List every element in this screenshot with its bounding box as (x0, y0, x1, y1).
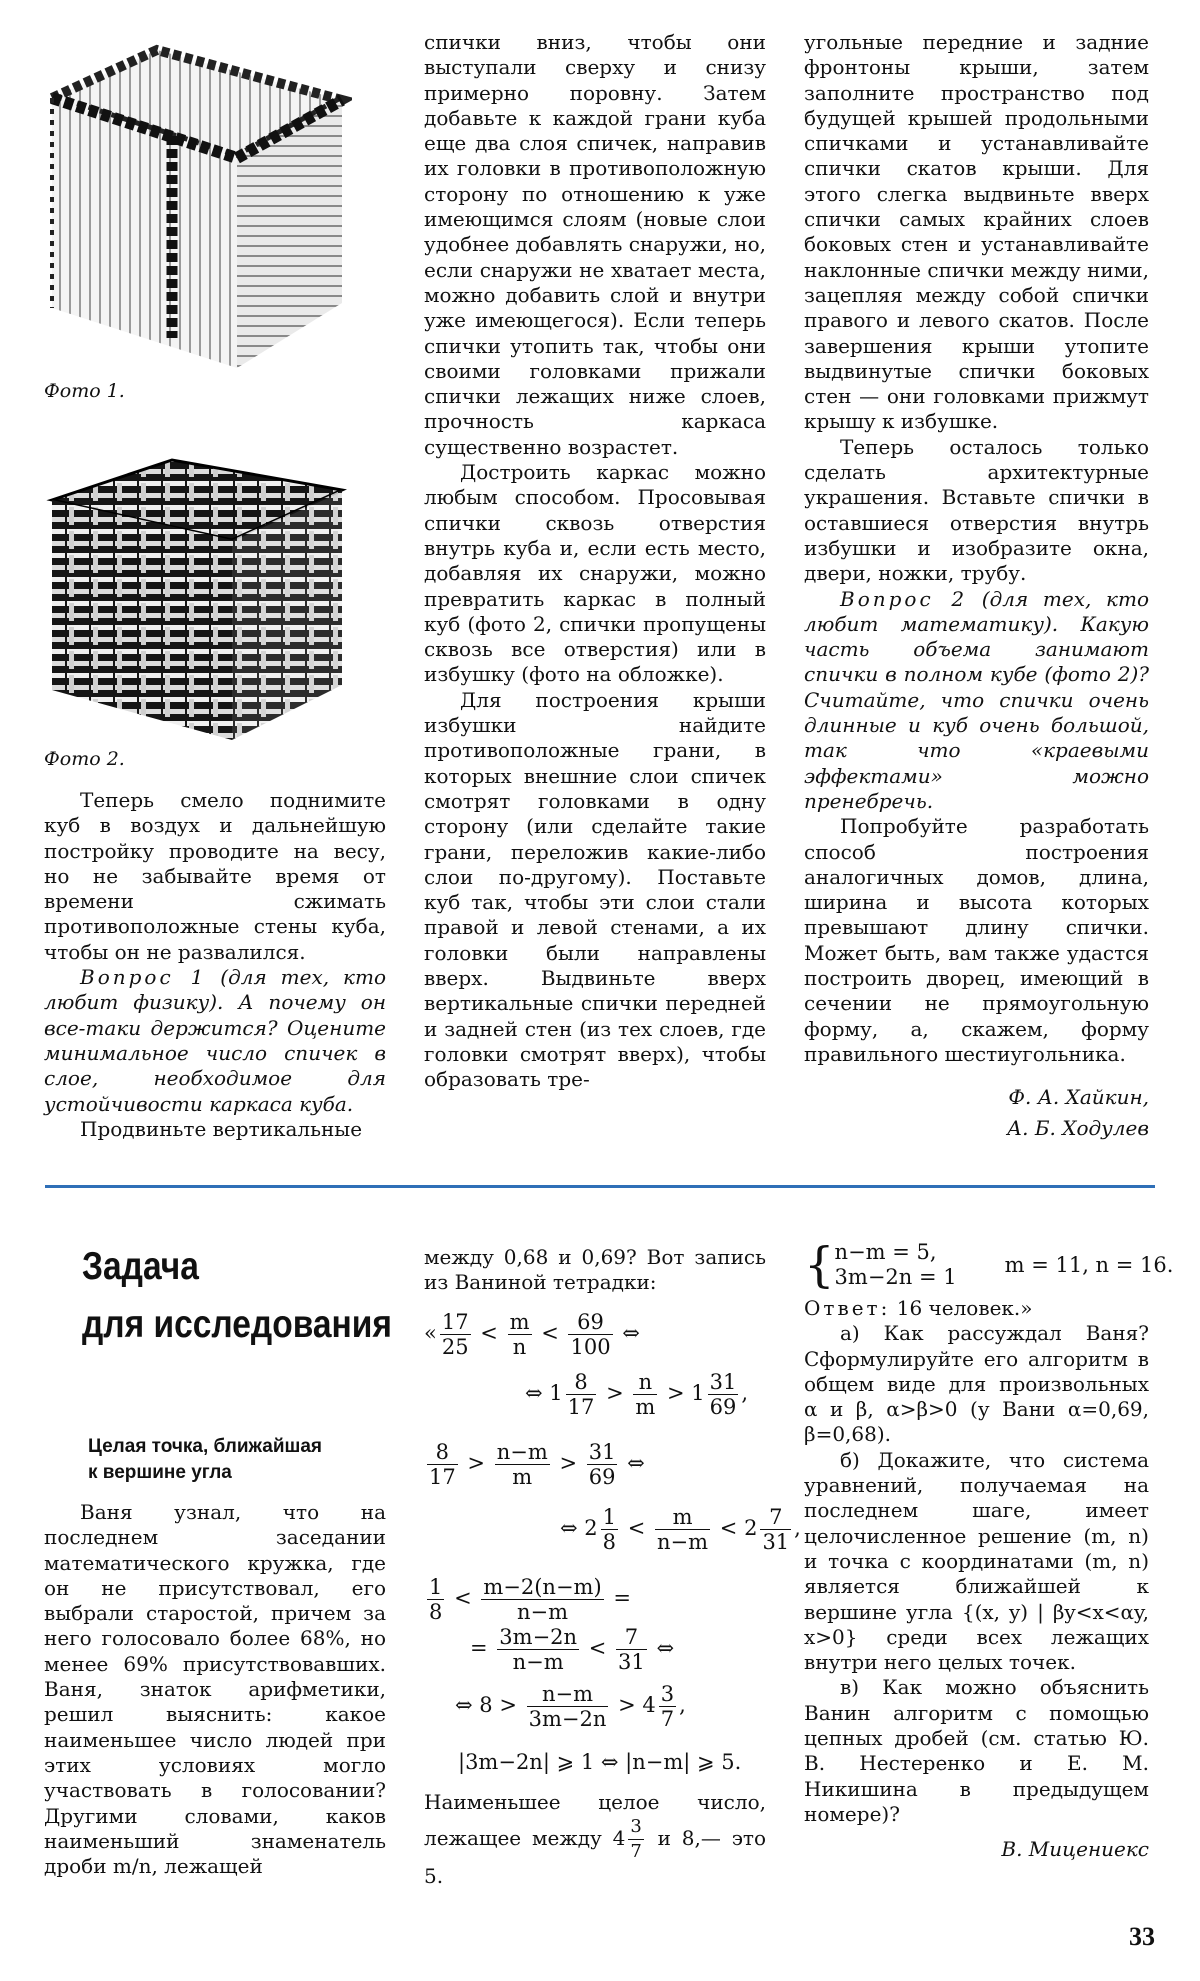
problem-column-2-outro (424, 1790, 766, 1890)
operator: > (618, 1693, 636, 1717)
operator: > (467, 1451, 486, 1475)
paragraph: спички вниз, чтобы они выступали сверху и снизу примерно поровну. Затем добавьте к каждой грани куба еще два слоя спичек, направив их головки в противоположную сторону по отношению к уже имеющимся слоям (новые слои удобнее добавлять снаружи, но, если снаружи не хватает места, можно добавить слой и внутри уже имеющегося). Если теперь спички утопить так, чтобы они своими головками прижали спички лежащих ниже слоев, прочность каркаса существенно возрастет. (424, 30, 766, 459)
text: и 8,— это 5. (424, 1826, 766, 1889)
fraction: $\frac{3}{7}$ (630, 1816, 642, 1863)
question-a: а) Как рассуждал Ваня? Сформулируйте его алгоритм в общем виде для произвольных α и β, α>β>0 (у Вани α=0,69, β=0,68). (804, 1321, 1149, 1447)
photo-full-matchstick-cube (42, 455, 352, 745)
fraction: $\frac{17}{25}$ (441, 1310, 469, 1359)
math-line-2 (525, 1370, 748, 1419)
fraction: $\frac{n-m}{m}$ (496, 1440, 548, 1489)
author-signature: А. Б. Ходулев (1006, 1116, 1149, 1141)
punct: , (794, 1516, 801, 1540)
article-column-1 (44, 788, 386, 1142)
math-line-8: |3m−2n| ⩾ 1 ⇔ |n−m| ⩾ 5. (458, 1750, 742, 1774)
problem-column-3 (804, 1296, 1149, 1863)
operator: < (719, 1516, 738, 1540)
question-2 (804, 587, 1149, 815)
operator: < (454, 1586, 472, 1610)
author-signature: В. Мицениекс (1001, 1837, 1149, 1862)
fraction: $\frac{31}{69}$ (709, 1370, 737, 1419)
operator: ⇔ (622, 1321, 640, 1345)
solution: m = 11, n = 16. (1004, 1253, 1174, 1277)
operator: ⇔ (656, 1636, 675, 1660)
math-line-7 (455, 1682, 686, 1731)
number: 2 (584, 1516, 598, 1540)
paragraph: Теперь смело поднимите куб в воздух и дальнейшую постройку проводите на весу, но не забывайте время от времени сжимать противоположные стены куба, чтобы он не развалился. (44, 788, 386, 964)
question-text: (для тех, кто любит физику). А почему он все-таки держится? Оцените минимальное число спичек в слое, необходимое для устойчивости каркаса куба. (44, 965, 386, 1116)
fraction: $\frac{31}{69}$ (588, 1440, 616, 1489)
author-signature: Ф. А. Хайкин, (1008, 1085, 1149, 1110)
problem-column-2-intro (424, 1245, 766, 1296)
number: 1 (549, 1381, 563, 1405)
number: 8 (479, 1693, 493, 1717)
paragraph: между 0,68 и 0,69? Вот запись из Ваниной тетрадки: (424, 1245, 766, 1295)
question-label: Вопрос 1 (80, 965, 207, 990)
brace: { (804, 1237, 835, 1293)
photo2-caption: Фото 2. (44, 748, 125, 770)
paragraph: Достроить каркас можно любым способом. Просовывая спички сквозь отверстия внутрь куба и, если есть место, добавляя их снаружи, можно превратить каркас в полный куб (фото 2, спички пропущены сквозь все отверстия) или в избушку (фото на обложке). (424, 460, 766, 687)
fraction: $\frac{n-m}{3m-2n}$ (528, 1682, 607, 1731)
subtitle-line: к вершине угла (88, 1462, 232, 1483)
fraction: $\frac{8}{17}$ (429, 1440, 456, 1489)
question-text: (для тех, кто любит математику). Какую часть объема занимают спички в полном кубе (фото 2)? Считайте, что спички очень длинные и куб очень большой, так что «краевыми эффектами» можно пренебречь. (804, 586, 1149, 813)
math-line-6 (470, 1625, 674, 1674)
paragraph: угольные передние и задние фронтоны крыши, затем заполните пространство под будущей крышей продольными спичками и устанавливайте спички скатов крыши. Для этого слегка выдвиньте вверх спички самых крайних слоев боковых стен и устанавливайте наклонные спички между ними, зацепляя между собой спички правого и левого скатов. После завершения крыши утопите выдвинутые спички боковых стен — они головками прижмут крышу к избушке. (804, 30, 1149, 434)
operator: > (559, 1451, 578, 1475)
equation-system (804, 1237, 1174, 1293)
question-b: б) Докажите, что система уравнений, получаемая на последнем шаге, имеет целочисленное решение (m, n) и точка с координатами (m, n) является ближайшей к вершине угла {(x, y) | βy<x<αy, x>0} среди всех лежащих внутри него целых точек. (804, 1447, 1149, 1675)
math-line-1 (424, 1310, 640, 1359)
paragraph: Попробуйте разработать способ построения аналогичных домов, длина, ширина и высота которых превышают длину спички. Может быть, вам также удастся построить дворец, имеющий в сечении не прямоугольную форму, а, скажем, форму правильного шестиугольника. (804, 814, 1149, 1066)
fraction: $\frac{m-2(n-m)}{n-m}$ (483, 1575, 602, 1624)
question-c: в) Как можно объяснить Ванин алгоритм с помощью цепных дробей (см. статью Ю. В. Нестеренко и Е. М. Никишина в предыдущем номере)? (804, 1675, 1149, 1826)
fraction: $\frac{3m-2n}{n-m}$ (499, 1625, 578, 1674)
article-column-3 (804, 30, 1149, 1142)
fraction: $\frac{m}{n}$ (509, 1310, 530, 1359)
math-line-5 (424, 1575, 631, 1624)
answer (804, 1296, 1149, 1321)
section-divider (45, 1185, 1155, 1188)
title-line: Задача (82, 1245, 199, 1288)
photo1-caption: Фото 1. (44, 380, 125, 402)
operator: > (667, 1381, 685, 1405)
operator: > (499, 1693, 517, 1717)
fraction: $\frac{7}{31}$ (762, 1505, 790, 1554)
fraction: $\frac{7}{31}$ (618, 1625, 645, 1674)
fraction: $\frac{1}{8}$ (429, 1575, 443, 1624)
section-title (82, 1238, 392, 1354)
fraction: $\frac{3}{7}$ (660, 1682, 675, 1731)
photo-matchstick-cube-frame (42, 38, 352, 370)
problem-column-1 (44, 1500, 386, 1879)
subtitle-line: Целая точка, ближайшая (88, 1436, 322, 1457)
fraction: $\frac{8}{17}$ (567, 1370, 595, 1419)
answer-text: 16 человек.» (890, 1296, 1033, 1320)
operator: ⇔ (627, 1451, 645, 1475)
text: Наименьшее целое число, лежащее между 4 (424, 1790, 766, 1851)
number: 4 (642, 1693, 656, 1717)
operator: < (480, 1321, 498, 1345)
page-number: 33 (1129, 1922, 1155, 1951)
title-line: для исследования (82, 1303, 392, 1346)
operator: ⇔ (560, 1516, 578, 1540)
problem-subtitle (88, 1434, 322, 1486)
number: 1 (691, 1381, 705, 1405)
fraction: $\frac{69}{100}$ (570, 1310, 611, 1359)
math-line-3 (424, 1440, 645, 1489)
paragraph: Для построения крыши избушки найдите противоположные грани, в которых внешние слои спичек смотрят головками в одну сторону (или сделайте такие грани, переложив какие-либо слои по-другому). Поставьте куб так, чтобы эти слои стали правой и левой стенами, а их головки были направлены вверх. Выдвиньте вверх вертикальные спички передней и задней стен (из тех слоев, где головки смотрят вверх), чтобы образовать тре- (424, 687, 766, 1092)
question-1 (44, 965, 386, 1117)
punct: , (741, 1381, 749, 1405)
answer-label: Ответ: (804, 1296, 891, 1320)
operator: < (541, 1321, 559, 1345)
quote-mark: « (424, 1321, 437, 1345)
question-label: Вопрос 2 (840, 586, 968, 611)
paragraph (424, 1790, 766, 1890)
operator: = (470, 1636, 488, 1660)
article-column-2 (424, 30, 766, 1092)
equation: 3m−2n = 1 (834, 1265, 957, 1289)
fraction: $\frac{1}{8}$ (602, 1505, 617, 1554)
operator: < (588, 1636, 607, 1660)
paragraph: Продвиньте вертикальные (80, 1116, 363, 1141)
fraction: $\frac{m}{n-m}$ (657, 1505, 709, 1554)
paragraph: Ваня узнал, что на последнем заседании математического кружка, где он не присутствовал, его выбрали старостой, причем за него голосовало более 68%, но менее 69% присутствовавших. Ваня, знаток арифметики, решил выяснить: какое наименьшее число людей при этих условиях могло участвовать в голосовании? Другими словами, каков наименьший знаменатель дроби m/n, лежащей (44, 1500, 386, 1879)
operator: ⇔ (525, 1381, 543, 1405)
operator: > (606, 1381, 624, 1405)
fraction: $\frac{n}{m}$ (635, 1370, 656, 1419)
operator: ⇔ (455, 1693, 473, 1717)
operator: = (613, 1586, 631, 1610)
number: 2 (744, 1516, 758, 1540)
math-line-4 (560, 1505, 801, 1554)
punct: , (679, 1693, 686, 1717)
equation: n−m = 5, (834, 1240, 937, 1264)
operator: < (627, 1516, 646, 1540)
paragraph: Теперь осталось только сделать архитектурные украшения. Вставьте спички в оставшиеся отверстия внутрь избушки и изобразите окна, двери, ножки, трубу. (804, 434, 1149, 586)
